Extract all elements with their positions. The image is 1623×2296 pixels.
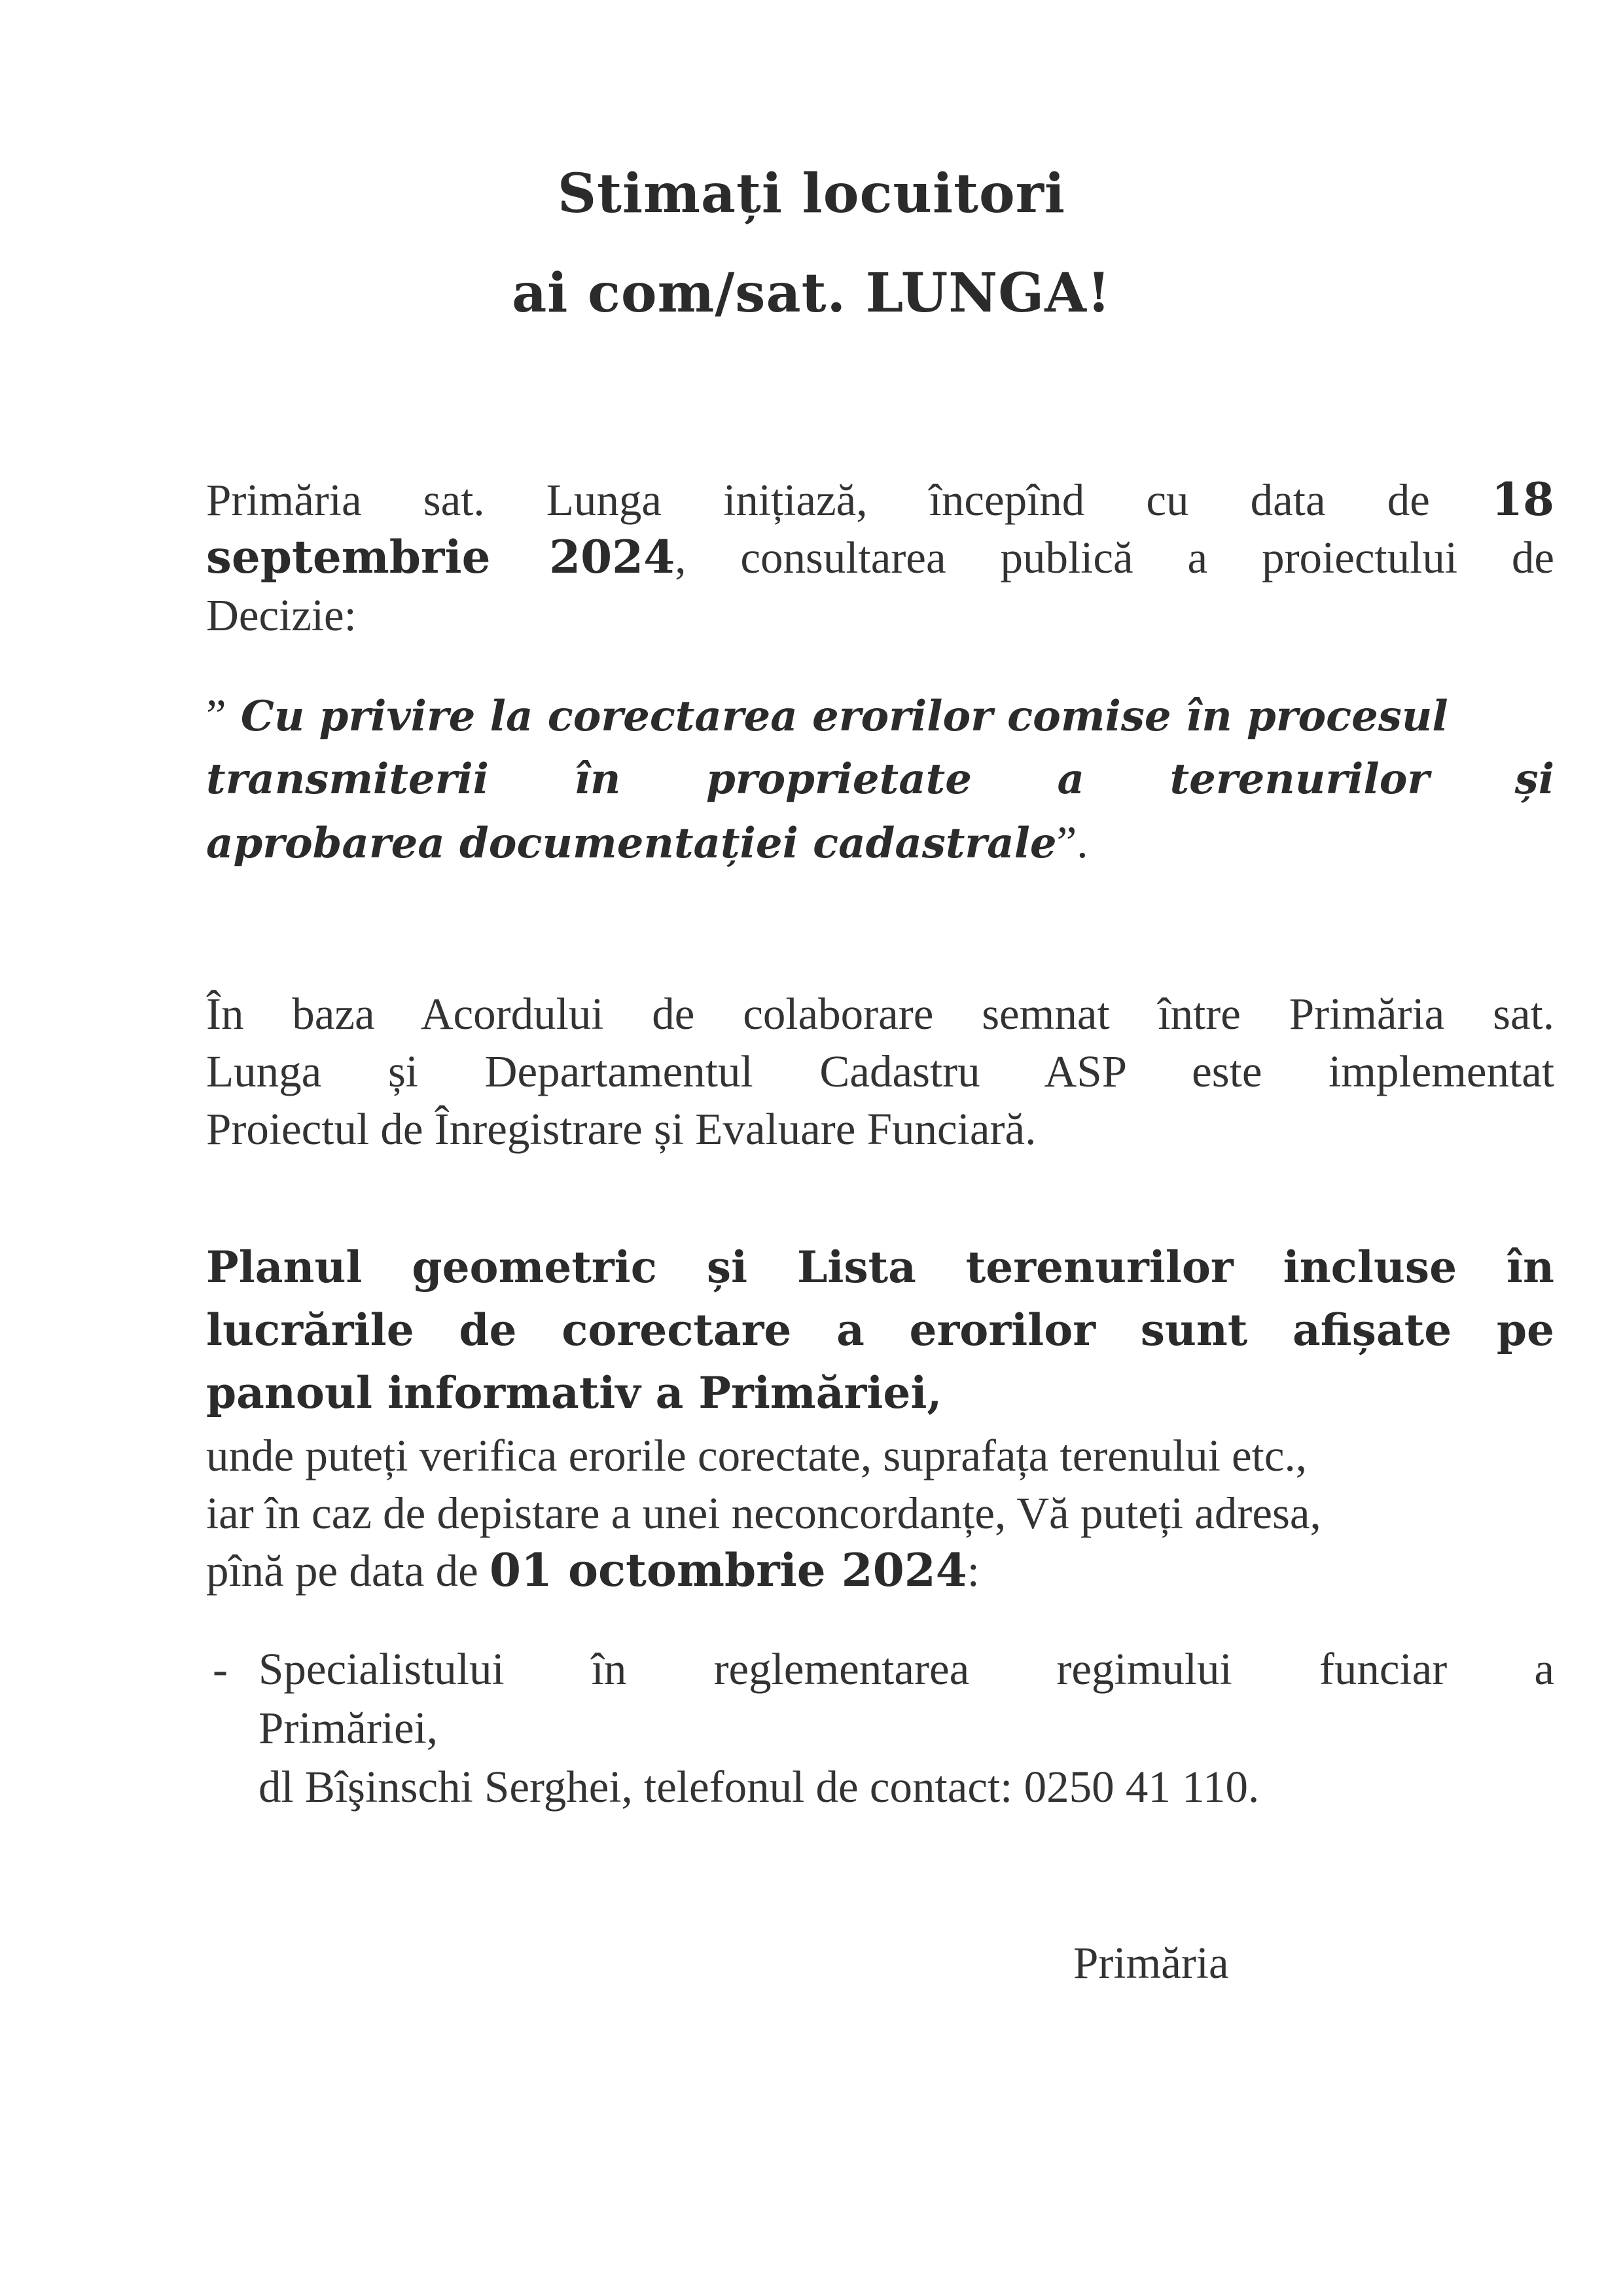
quote-line-1	[206, 684, 1554, 748]
planul-word: corectare	[562, 1304, 792, 1355]
start-date: septembrie 2024	[206, 531, 675, 584]
planul-word: pe	[1496, 1304, 1555, 1355]
contact-word: a	[1534, 1644, 1554, 1694]
planul-line-2	[206, 1299, 1554, 1361]
acord-line-3: Proiectul de Înregistrare și Evaluare Funciară.	[206, 1104, 1037, 1154]
quote-word: proprietate	[705, 755, 972, 804]
acord-word: și	[387, 1047, 418, 1096]
intro-word: proiectului	[1262, 533, 1457, 583]
acord-word: semnat	[982, 989, 1110, 1039]
contact-line-3: dl Bîşinschi Serghei, telefonul de contact: 0250 41 110.	[259, 1762, 1260, 1812]
intro-word: de	[1511, 533, 1555, 583]
contact-list	[206, 1640, 1554, 1816]
intro-word: sat.	[423, 475, 485, 525]
planul-word: afișate	[1293, 1304, 1452, 1355]
acord-line-2	[206, 1043, 1554, 1100]
contact-word: în	[591, 1644, 627, 1694]
heading-line-2: ai com/sat. LUNGA!	[512, 262, 1111, 325]
quote-text-3: aprobarea documentației cadastrale	[206, 819, 1057, 868]
planul-word: sunt	[1140, 1304, 1248, 1355]
acord-word: În	[206, 989, 244, 1039]
planul-word: geometric	[412, 1242, 657, 1293]
unde-line-3	[206, 1542, 1554, 1600]
acord-word: sat.	[1493, 989, 1555, 1039]
intro-word: data	[1250, 475, 1326, 525]
contact-word: funciar	[1319, 1644, 1448, 1694]
quote-word: în	[574, 755, 621, 804]
list-dash: -	[213, 1644, 228, 1694]
planul-word: erorilor	[909, 1304, 1096, 1355]
acord-word: între	[1158, 989, 1241, 1039]
contact-word: Specialistului	[259, 1644, 505, 1694]
intro-word: Primăria	[206, 475, 362, 525]
intro-line-1	[206, 471, 1554, 529]
intro-word: inițiază,	[723, 475, 868, 525]
intro-word: ,	[675, 533, 687, 583]
deadline-prefix: pînă pe data de	[206, 1546, 478, 1596]
unde-line-1: unde puteți verifica erorile corectate, suprafața terenului etc.,	[206, 1431, 1307, 1480]
acord-word: de	[652, 989, 695, 1039]
intro-line-3: Decizie:	[206, 590, 357, 640]
intro-word: Lunga	[546, 475, 662, 525]
deadline-date: 01 octombrie 2024	[489, 1544, 967, 1597]
planul-word: Planul	[206, 1242, 363, 1293]
intro-word: consultarea	[740, 533, 946, 583]
planul-word: de	[459, 1304, 517, 1355]
intro-line-2	[206, 529, 1554, 586]
planul-word: terenurilor	[965, 1242, 1234, 1293]
contact-list-item	[259, 1640, 1554, 1816]
quote-line-3	[206, 811, 1554, 875]
intro-word: a	[1187, 533, 1208, 583]
planul-word: și	[706, 1242, 748, 1293]
unde-line-2: iar în caz de depistare a unei neconcordanțe, Vă puteți adresa,	[206, 1488, 1321, 1538]
acord-word: Cadastru	[819, 1047, 980, 1096]
acord-word: colaborare	[743, 989, 934, 1039]
acord-line-1	[206, 985, 1554, 1043]
contact-line-1	[259, 1640, 1554, 1698]
acord-word: implementat	[1329, 1047, 1555, 1096]
verification-paragraph	[206, 1427, 1554, 1600]
planul-word: în	[1506, 1242, 1555, 1293]
quote-line-2	[206, 748, 1554, 811]
acord-word: Departamentul	[484, 1047, 753, 1096]
intro-paragraph	[206, 471, 1554, 644]
intro-word: de	[1387, 475, 1430, 525]
planul-line-3: panoul informativ a Primăriei,	[206, 1367, 942, 1418]
contact-word: regimului	[1056, 1644, 1232, 1694]
contact-word: reglementarea	[713, 1644, 970, 1694]
planul-word: incluse	[1283, 1242, 1457, 1293]
agreement-paragraph	[206, 985, 1554, 1158]
quote-open-mark: ”	[206, 691, 226, 740]
acord-word: Primăria	[1289, 989, 1445, 1039]
intro-word: cu	[1146, 475, 1189, 525]
planul-word: lucrările	[206, 1304, 414, 1355]
quote-word: transmiterii	[206, 755, 489, 804]
planul-word: a	[836, 1304, 865, 1355]
acord-word: ASP	[1044, 1047, 1126, 1096]
intro-word: începînd	[929, 475, 1085, 525]
signature: Primăria	[1073, 1938, 1229, 1988]
start-day: 18	[1491, 473, 1555, 526]
deadline-colon: :	[967, 1546, 980, 1596]
planul-word: Lista	[796, 1242, 916, 1293]
quote-word: și	[1514, 755, 1555, 804]
intro-word: publică	[1000, 533, 1133, 583]
acord-word: Lunga	[206, 1047, 322, 1096]
acord-word: Acordului	[420, 989, 604, 1039]
quote-word: a	[1057, 755, 1084, 804]
quote-word: terenurilor	[1169, 755, 1430, 804]
plan-notice-paragraph	[206, 1236, 1554, 1424]
contact-line-2: Primăriei,	[259, 1703, 438, 1753]
decision-title-quote	[206, 684, 1554, 875]
acord-word: baza	[292, 989, 375, 1039]
quote-text-1: Cu privire la corectarea erorilor comise în procesul	[240, 692, 1448, 741]
planul-line-1	[206, 1236, 1554, 1299]
acord-word: este	[1192, 1047, 1262, 1096]
quote-close-mark: ”.	[1056, 817, 1088, 867]
heading-line-1: Stimați locuitori	[557, 162, 1066, 225]
